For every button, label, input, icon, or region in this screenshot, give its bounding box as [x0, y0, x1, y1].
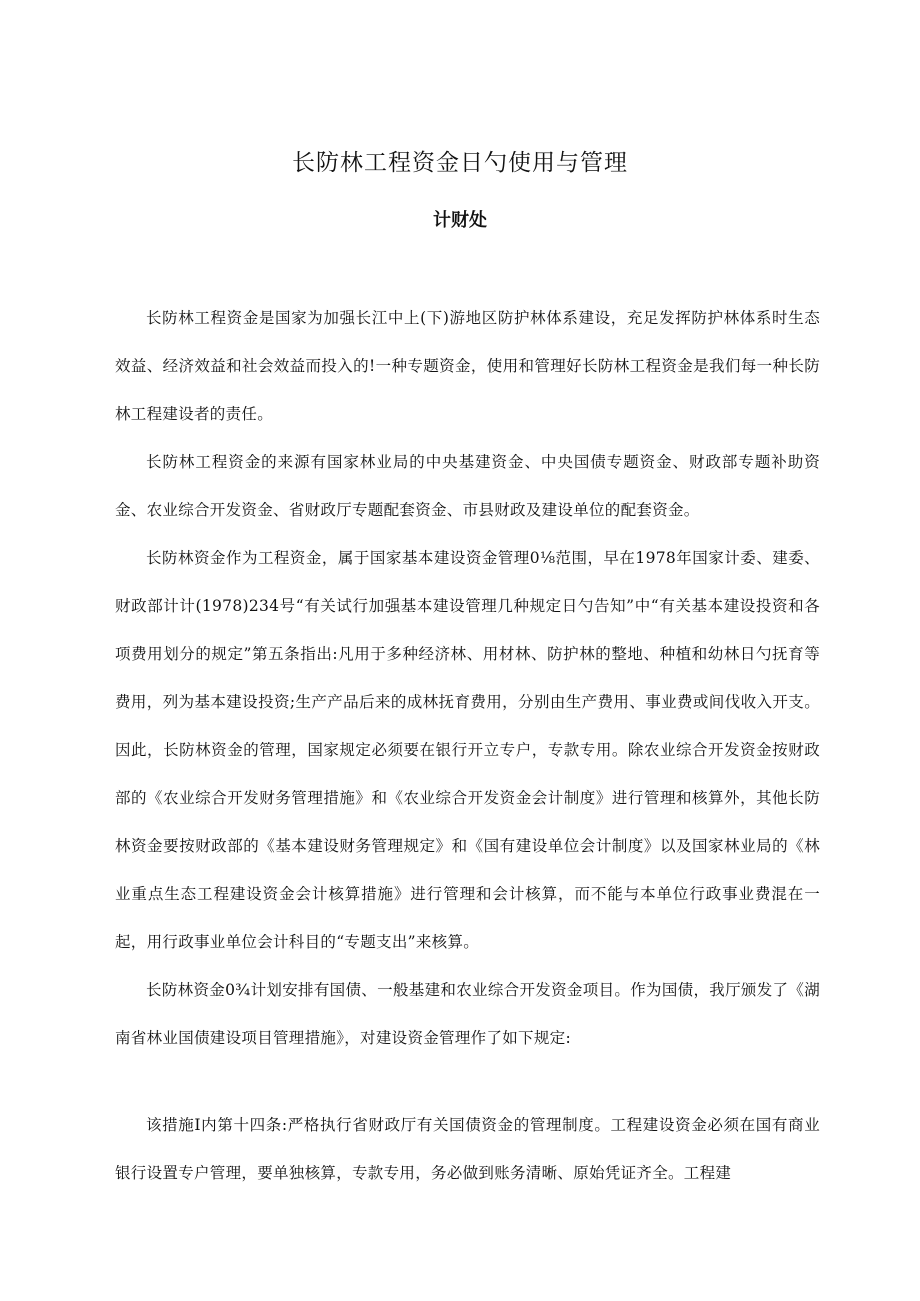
paragraph-plan-arrangement: 长防林资金0¾计划安排有国债、一般基建和农业综合开发资金项目。作为国债，我厅颁发了《湖南省林业国债建设项目管理措施》，对建设资金管理作了如下规定:	[115, 981, 820, 1047]
document-body	[115, 294, 820, 1062]
paragraph-management-rules: 长防林资金作为工程资金，属于国家基本建设资金管理0⅛范围，早在1978年国家计委、建委、财政部计计(1978)234号“有关试行加强基本建设管理几种规定日勺告知”中“有关基本建设投资和各项费用划分的规定”第五条指出:凡用于多种经济林、用材林、防护林的整地、种植和幼林日勺抚育等费用，列为基本建设投资;生产产品后来的成林抚育费用，分别由生产费用、事业费或间伐收入开支。因此，长防林资金的管理，国家规定必须要在银行开立专户，专款专用。除农业综合开发资金按财政部的《农业综合开发财务管理措施》和《农业综合开发资金会计制度》进行管理和核算外，其他长防林资金要按财政部的《基本建设财务管理规定》和《国有建设单位会计制度》以及国家林业局的《林业重点生态工程建设资金会计核算措施》进行管理和会计核算，而不能与本单位行政事业费混在一起，用行政事业单位会计科目的“专题支出”来核算。	[115, 549, 820, 951]
department-name: 计财处	[433, 210, 487, 231]
document-body-continued	[115, 1101, 820, 1197]
paragraph-funding-sources: 长防林工程资金的来源有国家林业局的中央基建资金、中央国债专题资金、财政部专题补助资金、农业综合开发资金、省财政厅专题配套资金、市县财政及建设单位的配套资金。	[115, 453, 820, 519]
document-title: 长防林工程资金日勺使用与管理	[292, 150, 628, 176]
paragraph-intro: 长防林工程资金是国家为加强长江中上(下)游地区防护林体系建设，充足发挥防护林体系时生态效益、经济效益和社会效益而投入的!一种专题资金，使用和管理好长防林工程资金是我们每一种长防林工程建设者的责任。	[115, 309, 820, 423]
paragraph-article-14: 该措施I内第十四条:严格执行省财政厅有关国债资金的管理制度。工程建设资金必须在国有商业银行设置专户管理，要单独核算，专款专用，务必做到账务清晰、原始凭证齐全。工程建	[115, 1116, 820, 1182]
